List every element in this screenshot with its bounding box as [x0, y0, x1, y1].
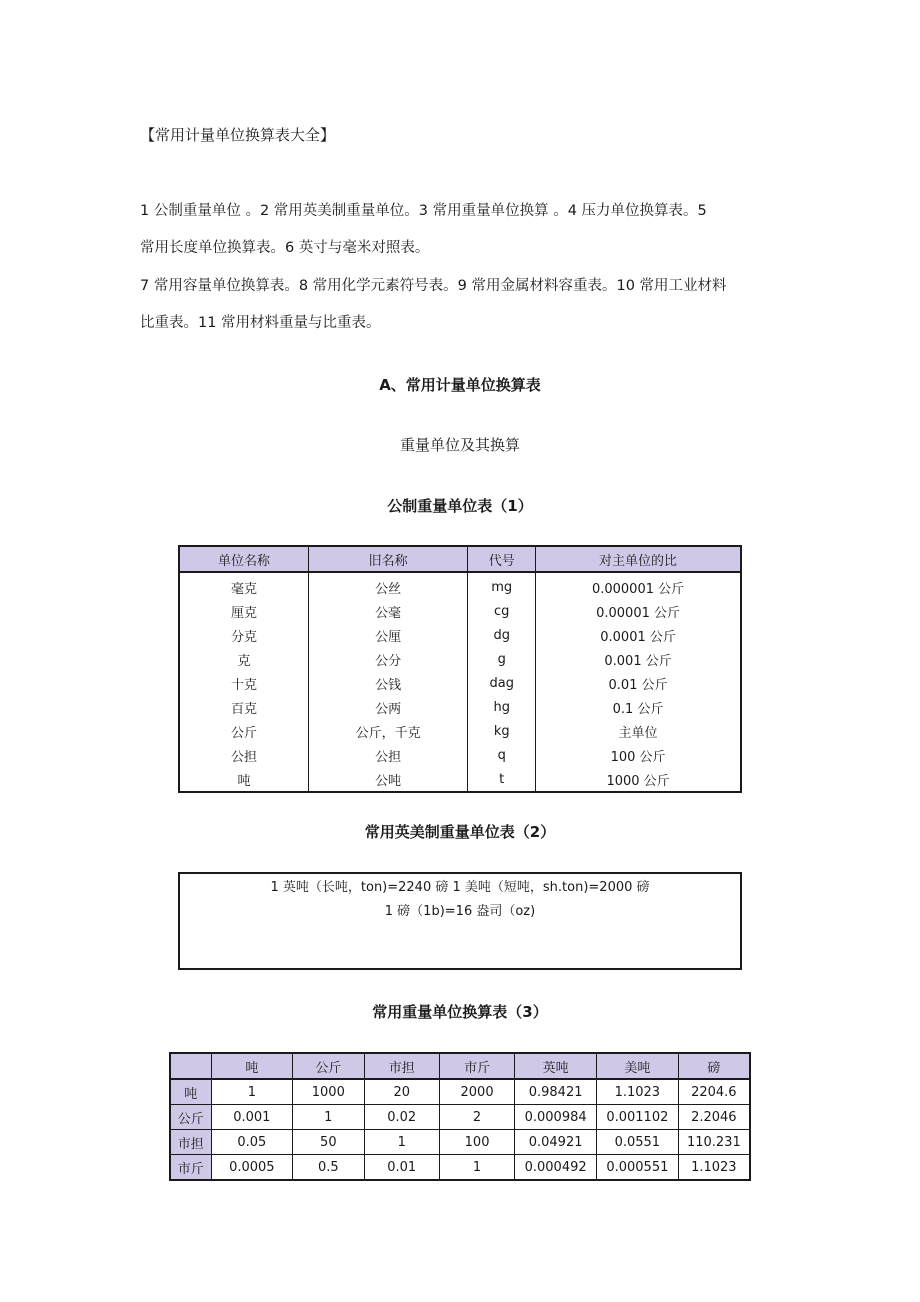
table-cell: 0.0001 公斤 — [536, 623, 741, 647]
table-cell: 公厘 — [308, 623, 467, 647]
table-cell: 主单位 — [536, 719, 741, 743]
table-row — [170, 1155, 750, 1181]
table-row — [179, 647, 741, 671]
table-cell: 100 — [439, 1130, 514, 1155]
table-cell: cg — [468, 599, 536, 623]
table-cell: 公两 — [308, 695, 467, 719]
table-cell: 0.05 — [211, 1130, 292, 1155]
table-row — [179, 599, 741, 623]
table-cell: hg — [468, 695, 536, 719]
column-header: 美吨 — [596, 1053, 678, 1079]
table-cell: 2204.6 — [678, 1079, 750, 1105]
column-header: 代号 — [468, 546, 536, 572]
row-header: 吨 — [170, 1079, 211, 1105]
toc-line: 比重表。11 常用材料重量与比重表。 — [140, 315, 381, 331]
section-heading: A、常用计量单位换算表 — [379, 376, 541, 394]
table-cell: 1.1023 — [596, 1079, 678, 1105]
table-row — [179, 623, 741, 647]
table-cell: 1000 公斤 — [536, 767, 741, 792]
table-cell: 2 — [439, 1105, 514, 1130]
column-header: 磅 — [678, 1053, 750, 1079]
column-header: 旧名称 — [308, 546, 467, 572]
table-cell: 公担 — [308, 743, 467, 767]
toc-paragraph-2 — [140, 268, 790, 342]
table-cell: 百克 — [179, 695, 308, 719]
corner-header — [170, 1053, 211, 1079]
table-cell: 公斤 — [179, 719, 308, 743]
table-row — [179, 719, 741, 743]
table-row — [179, 695, 741, 719]
table-cell: 公钱 — [308, 671, 467, 695]
table-cell: q — [468, 743, 536, 767]
column-header: 市担 — [364, 1053, 439, 1079]
table-cell: 十克 — [179, 671, 308, 695]
table-cell: 0.000001 公斤 — [536, 572, 741, 599]
table3-title: 常用重量单位换算表（3） — [372, 1003, 548, 1021]
table-cell: 厘克 — [179, 599, 308, 623]
table-cell: 0.0551 — [596, 1130, 678, 1155]
table-cell: 公丝 — [308, 572, 467, 599]
table2-title: 常用英美制重量单位表（2） — [364, 823, 556, 841]
row-header: 公斤 — [170, 1105, 211, 1130]
table-row — [179, 767, 741, 792]
table-cell: 1000 — [293, 1079, 364, 1105]
table-cell: kg — [468, 719, 536, 743]
table-cell: g — [468, 647, 536, 671]
table-cell: 克 — [179, 647, 308, 671]
column-header: 吨 — [211, 1053, 292, 1079]
metric-weight-table — [178, 545, 742, 793]
table-header-row — [170, 1053, 750, 1079]
table-row — [179, 671, 741, 695]
toc-paragraph-1 — [140, 193, 790, 267]
table-row — [179, 572, 741, 599]
table-row — [170, 1079, 750, 1105]
table-cell: 1 — [439, 1155, 514, 1181]
table-cell: 0.000551 — [596, 1155, 678, 1181]
table-cell: 1 — [364, 1130, 439, 1155]
table-cell: 公担 — [179, 743, 308, 767]
table-cell: 0.1 公斤 — [536, 695, 741, 719]
table-row — [179, 743, 741, 767]
table-cell: 0.001 — [211, 1105, 292, 1130]
toc-line: 常用长度单位换算表。6 英寸与毫米对照表。 — [140, 240, 430, 256]
table1-title: 公制重量单位表（1） — [387, 497, 533, 515]
imperial-line-1: 1 英吨（长吨，ton)=2240 磅 1 美吨（短吨，sh.ton)=2000 磅 — [270, 880, 650, 895]
sub-heading: 重量单位及其换算 — [399, 436, 520, 454]
column-header: 市斤 — [439, 1053, 514, 1079]
table-cell: 1 — [293, 1105, 364, 1130]
column-header: 对主单位的比 — [536, 546, 741, 572]
table-cell: 0.01 — [364, 1155, 439, 1181]
table-cell: 公毫 — [308, 599, 467, 623]
table-cell: t — [468, 767, 536, 792]
table-cell: 2000 — [439, 1079, 514, 1105]
table-cell: 0.01 公斤 — [536, 671, 741, 695]
table-cell: 0.5 — [293, 1155, 364, 1181]
table-cell: 0.00001 公斤 — [536, 599, 741, 623]
table-cell: 2.2046 — [678, 1105, 750, 1130]
table-cell: 0.000492 — [515, 1155, 597, 1181]
table-cell: 0.000984 — [515, 1105, 597, 1130]
table-cell: 0.0005 — [211, 1155, 292, 1181]
table-cell: 100 公斤 — [536, 743, 741, 767]
column-header: 公斤 — [293, 1053, 364, 1079]
table-cell: 110.231 — [678, 1130, 750, 1155]
toc-line: 7 常用容量单位换算表。8 常用化学元素符号表。9 常用金属材料容重表。10 常用工业材料 — [140, 278, 727, 294]
row-header: 市担 — [170, 1130, 211, 1155]
table-cell: 公分 — [308, 647, 467, 671]
column-header: 单位名称 — [179, 546, 308, 572]
table-cell: 20 — [364, 1079, 439, 1105]
row-header: 市斤 — [170, 1155, 211, 1181]
table-cell: 0.98421 — [515, 1079, 597, 1105]
table-cell: 1.1023 — [678, 1155, 750, 1181]
table-cell: 吨 — [179, 767, 308, 792]
table-cell: dag — [468, 671, 536, 695]
table-cell: 0.02 — [364, 1105, 439, 1130]
imperial-weight-box — [178, 872, 742, 970]
document-title: 【常用计量单位换算表大全】 — [140, 126, 336, 144]
table-cell: 0.04921 — [515, 1130, 597, 1155]
table-cell: 分克 — [179, 623, 308, 647]
table-row — [170, 1130, 750, 1155]
table-cell: 50 — [293, 1130, 364, 1155]
imperial-line-2: 1 磅（1b)=16 盎司（oz) — [384, 904, 536, 919]
table-cell: 公斤，千克 — [308, 719, 467, 743]
table-cell: 1 — [211, 1079, 292, 1105]
weight-conversion-table — [169, 1052, 751, 1181]
table-header-row — [179, 546, 741, 572]
table-cell: 毫克 — [179, 572, 308, 599]
table-cell: 0.001 公斤 — [536, 647, 741, 671]
table-cell: 公吨 — [308, 767, 467, 792]
column-header: 英吨 — [515, 1053, 597, 1079]
toc-line: 1 公制重量单位 。2 常用英美制重量单位。3 常用重量单位换算 。4 压力单位换算表。5 — [140, 203, 707, 219]
table-cell: mg — [468, 572, 536, 599]
table-cell: dg — [468, 623, 536, 647]
table-row — [170, 1105, 750, 1130]
table-cell: 0.001102 — [596, 1105, 678, 1130]
